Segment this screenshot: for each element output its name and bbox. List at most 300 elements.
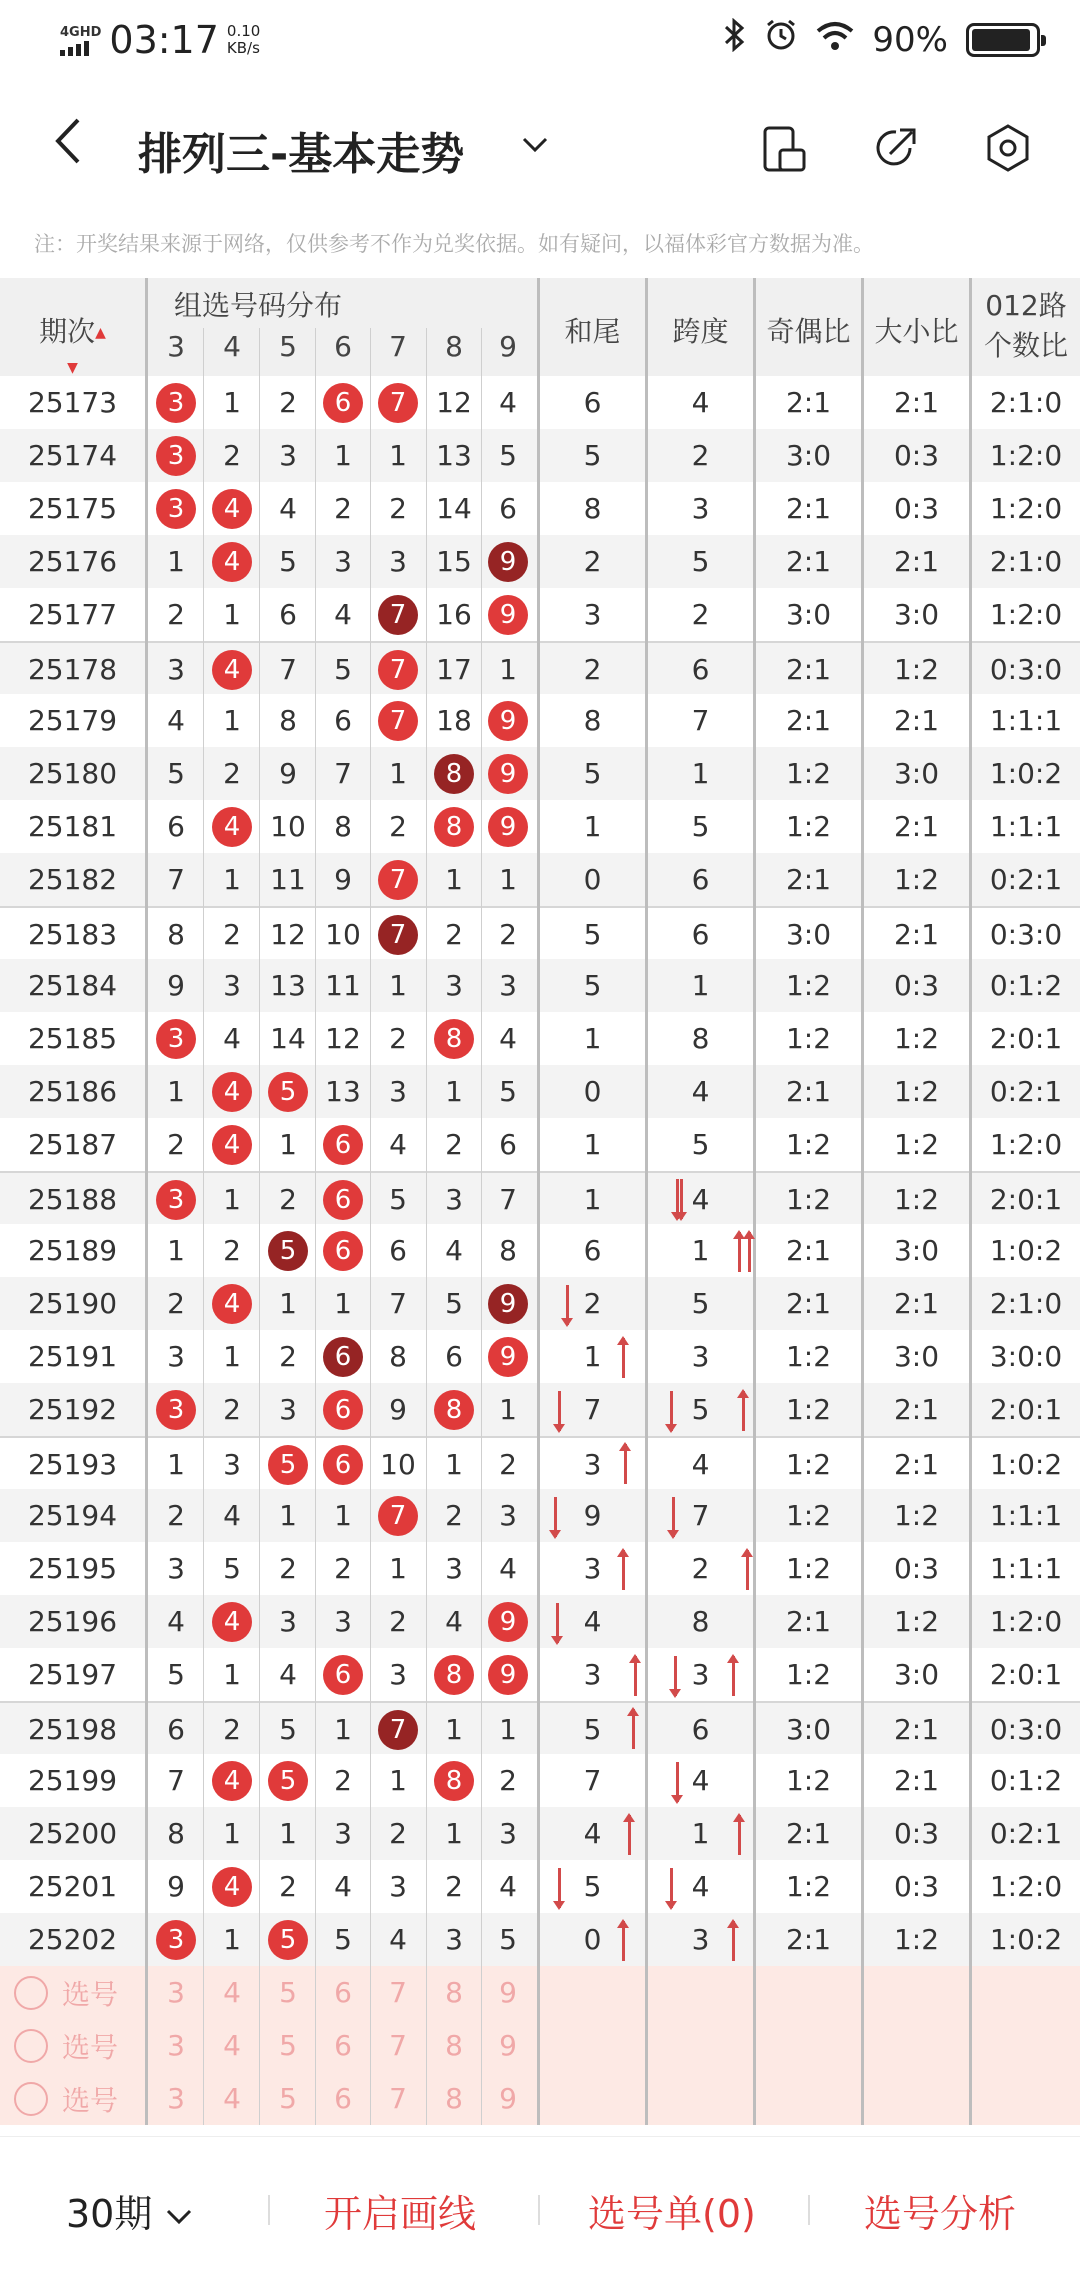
trend-arrow-icon: [748, 1232, 751, 1272]
signal-icon: 4GHD: [60, 25, 101, 56]
period-cell: 25192: [27, 1393, 118, 1426]
sum-tail-cell: 7: [583, 1393, 602, 1426]
trend-arrow-icon: [628, 1815, 631, 1855]
table-row: [0, 1595, 1080, 1648]
table-row: [0, 1701, 1080, 1754]
trend-arrow-icon: [566, 1285, 569, 1325]
pick-row[interactable]: [0, 2019, 1080, 2072]
miss-count: 7: [167, 863, 185, 896]
miss-count: 7: [334, 757, 352, 790]
period-cell: 25173: [27, 386, 118, 419]
odd-even-cell: 2:1: [785, 545, 832, 578]
ball-number: 3: [156, 383, 196, 423]
hit-ball: [261, 1438, 315, 1491]
route-cell: 1:1:1: [989, 704, 1063, 737]
hit-ball: [481, 1277, 535, 1330]
miss-count: 2: [223, 1234, 241, 1267]
miss-count: 2: [279, 1552, 297, 1585]
grid-line: [426, 328, 427, 2125]
pick-digit[interactable]: 3: [167, 1976, 185, 2009]
big-small-cell: 0:3: [893, 1870, 940, 1903]
share-icon[interactable]: [868, 120, 924, 176]
period-cell: 25175: [27, 492, 118, 525]
ball-number: 4: [212, 1602, 252, 1642]
miss-count: 2: [223, 1393, 241, 1426]
pick-digit[interactable]: 3: [167, 2029, 185, 2062]
miss-count: 6: [167, 810, 185, 843]
odd-even-cell: 3:0: [785, 918, 832, 951]
big-small-cell: 1:2: [893, 1183, 940, 1216]
table-row: [0, 1118, 1080, 1171]
header-period[interactable]: 期次▲ ▼: [39, 315, 106, 376]
hit-ball: [371, 853, 425, 906]
table-row: [0, 1542, 1080, 1595]
miss-count: 2: [445, 1499, 463, 1532]
pick-analysis-button[interactable]: 选号分析: [864, 2192, 1017, 2236]
odd-even-cell: 1:2: [785, 1552, 832, 1585]
ball-number: 4: [212, 1867, 252, 1907]
hit-ball: [149, 1383, 203, 1436]
pick-digit[interactable]: 6: [334, 1976, 352, 2009]
ball-number: 5: [268, 1761, 308, 1801]
pick-digit[interactable]: 6: [334, 2082, 352, 2115]
ball-number: 4: [212, 1284, 252, 1324]
odd-even-cell: 1:2: [785, 1499, 832, 1532]
hit-ball: [149, 1913, 203, 1966]
grid-line: [537, 278, 540, 2125]
odd-even-cell: 1:2: [785, 1870, 832, 1903]
back-icon[interactable]: [50, 114, 86, 181]
trend-arrow-icon: [738, 1232, 741, 1272]
miss-count: 2: [389, 810, 407, 843]
grid-line: [145, 278, 148, 2125]
miss-count: 2: [167, 1499, 185, 1532]
grid-line: [315, 328, 316, 2125]
miss-count: 1: [334, 439, 352, 472]
hit-ball: [481, 535, 535, 588]
miss-count: 1: [223, 704, 241, 737]
ball-number: 7: [378, 915, 418, 955]
ball-number: 9: [488, 595, 528, 635]
sum-tail-cell: 9: [583, 1499, 602, 1532]
miss-count: 2: [167, 1287, 185, 1320]
miss-count: 6: [279, 598, 297, 631]
hit-ball: [205, 1754, 259, 1807]
span-cell: 1: [691, 1817, 710, 1850]
pick-digit[interactable]: 7: [389, 2082, 407, 2115]
span-cell: 5: [691, 1287, 710, 1320]
miss-count: 1: [167, 1448, 185, 1481]
ball-number: 4: [212, 650, 252, 690]
miss-count: 6: [334, 704, 352, 737]
pick-label[interactable]: [14, 2019, 134, 2072]
ball-number: 9: [488, 754, 528, 794]
ball-number: 3: [156, 1920, 196, 1960]
miss-count: 12: [436, 386, 472, 419]
ball-number: 9: [488, 1655, 528, 1695]
miss-count: 4: [279, 1658, 297, 1691]
miss-count: 13: [436, 439, 472, 472]
ball-number: 9: [488, 701, 528, 741]
ball-number: 5: [268, 1445, 308, 1485]
period-select[interactable]: 30期: [66, 2183, 194, 2238]
grid-line: [481, 328, 482, 2125]
hit-ball: [427, 1648, 481, 1701]
hit-ball: [149, 429, 203, 482]
hit-ball: [149, 482, 203, 535]
header-span: 跨度: [672, 315, 729, 348]
miss-count: 6: [445, 1340, 463, 1373]
miss-count: 3: [499, 1499, 517, 1532]
miss-count: 4: [167, 704, 185, 737]
route-cell: 1:0:2: [989, 1234, 1063, 1267]
span-cell: 3: [691, 1340, 710, 1373]
trend-arrow-icon: [738, 1815, 741, 1855]
radio-circle-icon[interactable]: [14, 1976, 48, 2010]
odd-even-cell: 2:1: [785, 1923, 832, 1956]
odd-even-cell: 3:0: [785, 439, 832, 472]
miss-count: 18: [436, 704, 472, 737]
route-cell: 2:0:1: [989, 1393, 1063, 1426]
span-cell: 3: [691, 1658, 710, 1691]
miss-count: 1: [389, 757, 407, 790]
table-row: [0, 1913, 1080, 1966]
period-cell: 25186: [27, 1075, 118, 1108]
page-title[interactable]: 排列三-基本走势: [138, 129, 465, 180]
miss-count: 4: [279, 492, 297, 525]
route-cell: 2:1:0: [989, 386, 1063, 419]
miss-count: 2: [279, 1340, 297, 1373]
radio-circle-icon[interactable]: [14, 2082, 48, 2116]
battery-icon: [966, 23, 1040, 57]
sum-tail-cell: 8: [583, 704, 602, 737]
route-cell: 2:0:1: [989, 1658, 1063, 1691]
table-row: [0, 1807, 1080, 1860]
miss-count: 2: [499, 1448, 517, 1481]
miss-count: 2: [223, 757, 241, 790]
trend-arrow-icon: [672, 1497, 675, 1537]
miss-count: 4: [499, 1552, 517, 1585]
ball-number: 3: [156, 1390, 196, 1430]
miss-count: 3: [167, 1340, 185, 1373]
miss-count: 3: [223, 1448, 241, 1481]
miss-count: 5: [445, 1287, 463, 1320]
route-cell: 0:1:2: [989, 969, 1063, 1002]
miss-count: 1: [167, 545, 185, 578]
miss-count: 1: [223, 1923, 241, 1956]
big-small-cell: 2:1: [893, 704, 940, 737]
sum-tail-cell: 7: [583, 1764, 602, 1797]
odd-even-cell: 2:1: [785, 1234, 832, 1267]
hit-ball: [481, 588, 535, 641]
period-cell: 25197: [27, 1658, 118, 1691]
big-small-cell: 1:2: [893, 1923, 940, 1956]
pick-digit[interactable]: 9: [499, 2082, 517, 2115]
miss-count: 2: [389, 492, 407, 525]
chevron-down-icon[interactable]: [520, 128, 550, 163]
trend-arrow-icon: [746, 1550, 749, 1590]
pick-digit[interactable]: 5: [279, 1976, 297, 2009]
odd-even-cell: 2:1: [785, 704, 832, 737]
header-route: 012路 个数比: [983, 289, 1068, 362]
hit-ball: [427, 800, 481, 853]
hit-ball: [316, 1173, 370, 1226]
hit-ball: [481, 1648, 535, 1701]
big-small-cell: 1:2: [893, 863, 940, 896]
miss-count: 2: [445, 918, 463, 951]
table-row: [0, 1436, 1080, 1489]
miss-count: 1: [334, 1499, 352, 1532]
ball-number: 5: [268, 1072, 308, 1112]
miss-count: 3: [167, 1552, 185, 1585]
pick-digit[interactable]: 7: [389, 1976, 407, 2009]
miss-count: 11: [325, 969, 361, 1002]
hit-ball: [316, 376, 370, 429]
ball-number: 7: [378, 595, 418, 635]
span-cell: 2: [691, 598, 710, 631]
sum-tail-cell: 1: [583, 1022, 602, 1055]
hit-ball: [481, 800, 535, 853]
miss-count: 2: [389, 1817, 407, 1850]
odd-even-cell: 1:2: [785, 1448, 832, 1481]
period-cell: 25202: [27, 1923, 118, 1956]
miss-count: 1: [499, 863, 517, 896]
hit-ball: [261, 1913, 315, 1966]
miss-count: 1: [499, 653, 517, 686]
period-cell: 25191: [27, 1340, 118, 1373]
settings-icon[interactable]: [980, 120, 1036, 176]
odd-even-cell: 2:1: [785, 653, 832, 686]
pick-label[interactable]: [14, 2072, 134, 2125]
pick-digit[interactable]: 4: [223, 2082, 241, 2115]
span-cell: 6: [691, 653, 710, 686]
grid-line: [753, 278, 756, 2125]
hit-ball: [149, 376, 203, 429]
hit-ball: [371, 643, 425, 696]
hit-ball: [481, 747, 535, 800]
miss-count: 5: [167, 1658, 185, 1691]
pick-digit[interactable]: 5: [279, 2082, 297, 2115]
route-cell: 1:2:0: [989, 1870, 1063, 1903]
miss-count: 5: [499, 439, 517, 472]
span-cell: 2: [691, 439, 710, 472]
period-cell: 25180: [27, 757, 118, 790]
pick-digit[interactable]: 6: [334, 2029, 352, 2062]
period-cell: 25188: [27, 1183, 118, 1216]
period-cell: 25178: [27, 653, 118, 686]
miss-count: 11: [270, 863, 306, 896]
header-digit: 3: [167, 330, 185, 363]
period-cell: 25189: [27, 1234, 118, 1267]
route-cell: 2:1:0: [989, 1287, 1063, 1320]
miss-count: 3: [445, 1923, 463, 1956]
miss-count: 1: [279, 1287, 297, 1320]
pick-digit[interactable]: 5: [279, 2029, 297, 2062]
span-cell: 6: [691, 918, 710, 951]
pick-list-button[interactable]: 选号单(0): [588, 2192, 756, 2236]
miss-count: 3: [389, 545, 407, 578]
miss-count: 10: [325, 918, 361, 951]
miss-count: 12: [270, 918, 306, 951]
miss-count: 9: [389, 1393, 407, 1426]
trend-arrow-icon: [670, 1868, 673, 1908]
trend-arrow-icon: [622, 1921, 625, 1961]
route-cell: 0:3:0: [989, 653, 1063, 686]
ball-number: 6: [323, 1180, 363, 1220]
sum-tail-cell: 0: [583, 1075, 602, 1108]
miss-count: 2: [499, 1764, 517, 1797]
miss-count: 1: [223, 1183, 241, 1216]
pick-digit[interactable]: 4: [223, 2029, 241, 2062]
period-cell: 25193: [27, 1448, 118, 1481]
radio-circle-icon[interactable]: [14, 2029, 48, 2063]
trend-arrow-icon: [680, 1179, 683, 1219]
miss-count: 5: [334, 1923, 352, 1956]
table-row: [0, 694, 1080, 747]
miss-count: 1: [445, 863, 463, 896]
period-cell: 25179: [27, 704, 118, 737]
header-digit: 8: [445, 330, 463, 363]
miss-count: 2: [445, 1870, 463, 1903]
ball-number: 7: [378, 860, 418, 900]
header-digit: 5: [279, 330, 297, 363]
draw-line-button[interactable]: 开启画线: [324, 2192, 477, 2236]
sum-tail-cell: 4: [583, 1817, 602, 1850]
header-odd-even: 奇偶比: [766, 315, 851, 348]
miss-count: 4: [334, 1870, 352, 1903]
route-cell: 0:2:1: [989, 863, 1063, 896]
big-small-cell: 2:1: [893, 810, 940, 843]
odd-even-cell: 2:1: [785, 1075, 832, 1108]
miss-count: 1: [445, 1817, 463, 1850]
ball-number: 6: [323, 1337, 363, 1377]
miss-count: 3: [279, 1605, 297, 1638]
ball-number: 5: [268, 1920, 308, 1960]
span-cell: 1: [691, 1234, 710, 1267]
miss-count: 17: [436, 653, 472, 686]
trend-arrow-icon: [624, 1444, 627, 1484]
big-small-cell: 1:2: [893, 1605, 940, 1638]
ball-number: 8: [434, 1655, 474, 1695]
odd-even-cell: 2:1: [785, 1817, 832, 1850]
big-small-cell: 2:1: [893, 1764, 940, 1797]
table-row: [0, 1224, 1080, 1277]
sort-icon[interactable]: ▲ ▼: [67, 325, 106, 376]
sum-tail-cell: 5: [583, 757, 602, 790]
big-small-cell: 3:0: [893, 757, 940, 790]
table-row: [0, 906, 1080, 959]
phone-rotate-icon[interactable]: [758, 120, 814, 176]
trend-arrow-icon: [556, 1603, 559, 1643]
miss-count: 3: [279, 1393, 297, 1426]
ball-number: 8: [434, 1019, 474, 1059]
ball-number: 4: [212, 489, 252, 529]
miss-count: 14: [436, 492, 472, 525]
route-cell: 1:1:1: [989, 1499, 1063, 1532]
hit-ball: [149, 1012, 203, 1065]
pick-label[interactable]: [14, 1966, 134, 2019]
miss-count: 8: [389, 1340, 407, 1373]
pick-row[interactable]: [0, 2072, 1080, 2125]
period-cell: 25182: [27, 863, 118, 896]
miss-count: 2: [223, 439, 241, 472]
sum-tail-cell: 3: [583, 1658, 602, 1691]
alarm-icon: [764, 18, 798, 61]
hit-ball: [316, 1118, 370, 1171]
miss-count: 4: [389, 1128, 407, 1161]
miss-count: 2: [334, 1552, 352, 1585]
table-row: [0, 429, 1080, 482]
sum-tail-cell: 1: [583, 1183, 602, 1216]
big-small-cell: 1:2: [893, 1499, 940, 1532]
miss-count: 7: [167, 1764, 185, 1797]
ball-number: 7: [378, 1496, 418, 1536]
route-cell: 1:0:2: [989, 757, 1063, 790]
pick-digit[interactable]: 8: [445, 1976, 463, 2009]
pick-digit[interactable]: 8: [445, 2082, 463, 2115]
big-small-cell: 2:1: [893, 1287, 940, 1320]
odd-even-cell: 2:1: [785, 863, 832, 896]
hit-ball: [427, 1012, 481, 1065]
clock: 03:17: [109, 18, 219, 62]
period-cell: 25194: [27, 1499, 118, 1532]
pick-label-text: 选号: [62, 2083, 119, 2117]
miss-count: 3: [499, 969, 517, 1002]
miss-count: 1: [445, 1448, 463, 1481]
trend-arrow-icon: [634, 1656, 637, 1696]
ball-number: 6: [323, 1390, 363, 1430]
miss-count: 2: [334, 1764, 352, 1797]
miss-count: 3: [389, 1870, 407, 1903]
hit-ball: [316, 1224, 370, 1277]
table-row: [0, 1648, 1080, 1701]
pick-digit[interactable]: 9: [499, 1976, 517, 2009]
odd-even-cell: 1:2: [785, 1183, 832, 1216]
table-row: [0, 1065, 1080, 1118]
miss-count: 3: [279, 439, 297, 472]
sum-tail-cell: 2: [583, 653, 602, 686]
pick-digit[interactable]: 3: [167, 2082, 185, 2115]
ball-number: 6: [323, 1445, 363, 1485]
period-cell: 25177: [27, 598, 118, 631]
table-row: [0, 376, 1080, 429]
header-big-small: 大小比: [874, 315, 959, 348]
miss-count: 4: [499, 1870, 517, 1903]
pick-digit[interactable]: 8: [445, 2029, 463, 2062]
ball-number: 3: [156, 489, 196, 529]
period-cell: 25199: [27, 1764, 118, 1797]
hit-ball: [371, 694, 425, 747]
span-cell: 4: [691, 386, 710, 419]
pick-row[interactable]: [0, 1966, 1080, 2019]
span-cell: 8: [691, 1605, 710, 1638]
pick-digit[interactable]: 9: [499, 2029, 517, 2062]
sum-tail-cell: 6: [583, 386, 602, 419]
big-small-cell: 0:3: [893, 1817, 940, 1850]
ball-number: 6: [323, 1655, 363, 1695]
odd-even-cell: 3:0: [785, 1713, 832, 1746]
trend-arrow-icon: [674, 1656, 677, 1696]
route-cell: 1:0:2: [989, 1448, 1063, 1481]
miss-count: 1: [389, 1552, 407, 1585]
header-group: 组选号码分布: [174, 289, 343, 322]
route-cell: 1:1:1: [989, 810, 1063, 843]
hit-ball: [316, 1330, 370, 1383]
period-cell: 25183: [27, 918, 118, 951]
pick-digit[interactable]: 7: [389, 2029, 407, 2062]
pick-digit[interactable]: 4: [223, 1976, 241, 2009]
ball-number: 3: [156, 1180, 196, 1220]
